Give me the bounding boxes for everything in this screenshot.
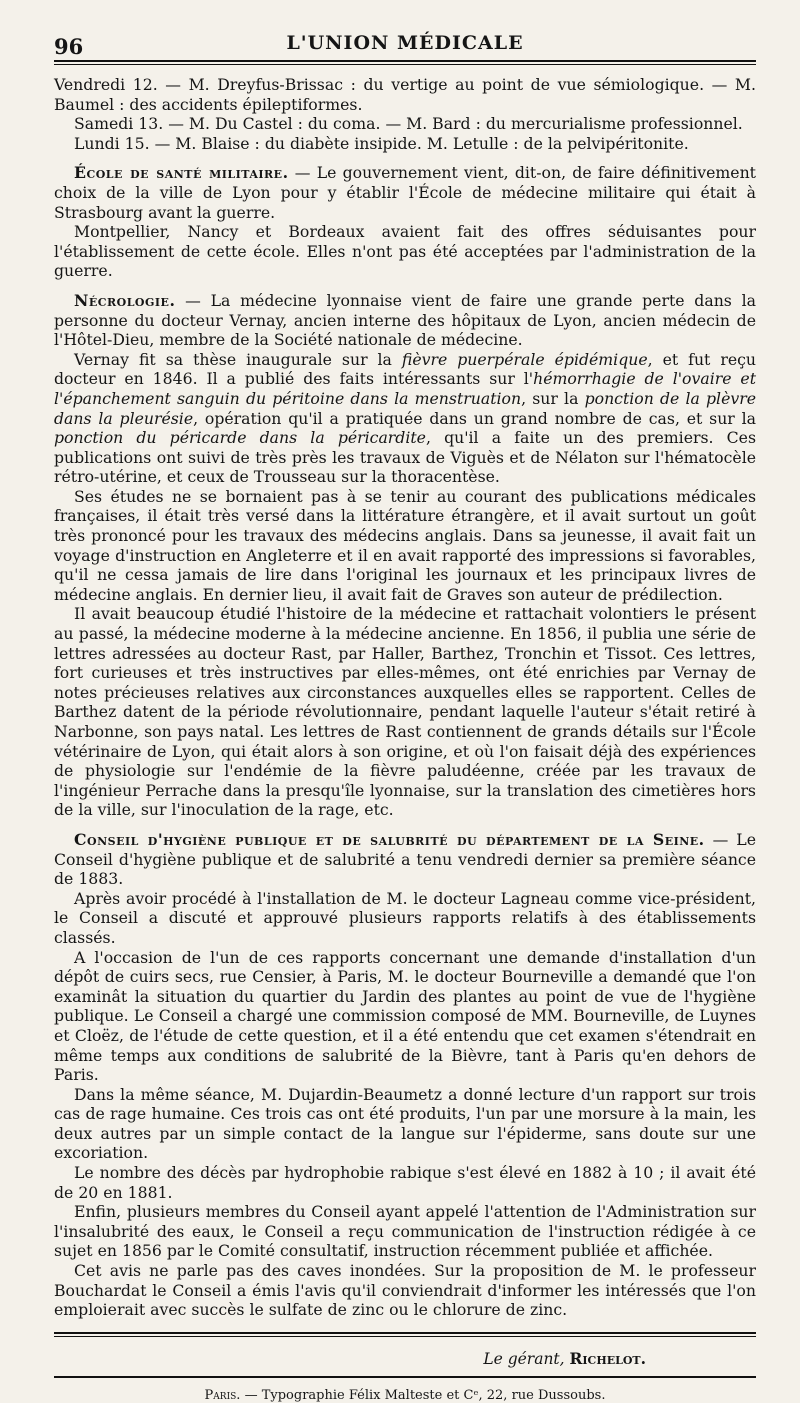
text-run: , opération qu'il a pratiquée dans un grand nombre de cas, et sur la (193, 408, 756, 428)
paragraph: A l'occasion de l'un de ces rapports concernant une demande d'installation d'un dépôt de cuirs secs, rue Censier, à Paris, M. le docteur Bourneville a demandé que l'on examinât la situation du quartier du Jardin des plantes au point de vue de l'hygiène publique. Le Conseil a chargé une commission composé de MM. Bourneville, de Luynes et Cloëz, de l'étude de cette question, et il a été entendu que cet examen s'étendrait en même temps aux conditions de salubrité de la Bièvre, tant à Paris qu'en dehors de Paris. (54, 947, 756, 1085)
section-heading: École de santé militaire. (74, 163, 289, 183)
signature-label: Le gérant, (483, 1349, 565, 1368)
paragraph: Montpellier, Nancy et Bordeaux avaient fait des offres séduisantes pour l'établissement de cette école. Elles n'ont pas été acceptées par l'administration de la guerre. (54, 222, 756, 281)
imprint-city: Paris. (204, 1387, 241, 1403)
text-run: Vernay fit sa thèse inaugurale sur la (74, 349, 402, 369)
section-ecole (54, 163, 756, 222)
signature (54, 1349, 756, 1368)
printer-imprint (54, 1388, 756, 1403)
section-heading: Nécrologie. (74, 290, 176, 310)
page-header (54, 20, 756, 58)
signature-name: Richelot. (569, 1348, 646, 1368)
paragraph: Il avait beaucoup étudié l'histoire de la médecine et rattachait volontiers le présent au passé, la médecine moderne à la médecine ancienne. En 1856, il publia une série de lettres adressées au docteur Rast, par Haller, Barthez, Tronchin et Tissot. Ces lettres, fort curieuses et très instructives par elles-mêmes, ont été enrichies par Vernay de notes précieuses relatives aux circonstances auxquelles elles se rapportent. Celles de Barthez datent de la période révolutionnaire, pendant laquelle l'auteur s'était retiré à Narbonne, son pays natal. Les lettres de Rast contiennent de grands détails sur l'École vétérinaire de Lyon, qui était alors à son origine, et où l'on faisait déjà des expériences de physiologie sur l'endémie de la fièvre paludéenne, créée par les travaux de l'ingénieur Perrache dans la presqu'île lyonnaise, sur la translation des cimetières hors de la ville, sur l'inoculation de la rage, etc. (54, 604, 756, 820)
paragraph: Après avoir procédé à l'installation de M. le docteur Lagneau comme vice-président, le Conseil a discuté et approuvé plusieurs rapports relatifs à des établissements classés. (54, 888, 756, 947)
italic-title: ponction de la plèvre dans la pleurésie (54, 388, 757, 428)
bottom-rule (54, 1376, 756, 1378)
italic-title: fièvre puerpérale épidémique (401, 349, 648, 369)
imprint-text: — Typographie Félix Malteste et Cᵉ, 22, rue Dussoubs. (240, 1387, 606, 1403)
paragraph: Ses études ne se bornaient pas à se tenir au courant des publications médicales françaises, il était très versé dans la littérature étrangère, et il avait surtout un goût très prononcé pour les travaux des médecins anglais. Dans sa jeunesse, il avait fait un voyage d'instruction en Angleterre et il en avait rapporté des impressions si favorables, qu'il ne cessa jamais de lire dans l'original les journaux et les principaux livres de médecine anglais. En dernier lieu, il avait fait de Graves son auteur de prédilection. (54, 486, 756, 604)
schedule-item: Samedi 13. — M. Du Castel : du coma. — M. Bard : du mercurialisme professionnel. (74, 114, 743, 134)
paragraph: Le nombre des décès par hydrophobie rabique s'est élevé en 1882 à 10 ; il avait été de 20 en 1881. (54, 1163, 756, 1202)
text-run: , sur la (521, 388, 585, 408)
section-conseil (54, 830, 756, 889)
paragraph-vernay-thesis (54, 350, 756, 487)
end-rule (54, 1332, 756, 1337)
section-necrologie (54, 291, 756, 350)
paragraph: Enfin, plusieurs membres du Conseil ayant appelé l'attention de l'Administration sur l'insalubrité des eaux, le Conseil a reçu communication de l'instruction rédigée à ce sujet en 1856 par le Comité consultatif, instruction récemment publiée et affichée. (54, 1202, 756, 1261)
text-run: , et fut reçu docteur en 1846. Il a publié des faits intéressants sur l' (54, 349, 756, 389)
article-body (54, 75, 756, 1320)
italic-title: hémorrhagie de l'ovaire et l'épanchement sanguin du péritoine dans la menstruation (54, 369, 756, 408)
paragraph-text: — Le Conseil d'hygiène publique et de salubrité a tenu vendredi dernier sa première séance de 1883. (54, 829, 756, 889)
page-number: 96 (54, 34, 84, 59)
paragraph: Cet avis ne parle pas des caves inondées. Sur la proposition de M. le professeur Bouchardat le Conseil a émis l'avis qu'il conviendrait d'informer les intéressés que l'on emploierait avec succès le sulfate de zinc ou le chlorure de zinc. (54, 1261, 756, 1320)
running-title: L'UNION MÉDICALE (286, 32, 524, 54)
schedule-item: Lundi 15. — M. Blaise : du diabète insipide. M. Letulle : de la pelvipéritonite. (74, 133, 689, 153)
text-run: , qu'il a faite un des premiers. Ces publications ont suivi de très près les travaux de Viguès et de Nélaton sur l'hématocèle rétro-utérine, et ceux de Trousseau sur la thoracentèse. (54, 428, 756, 487)
paragraph-text: — Le gouvernement vient, dit-on, de faire définitivement choix de la ville de Lyon pour y établir l'École de médecine militaire qui était à Strasbourg avant la guerre. (54, 163, 756, 222)
paragraph: Dans la même séance, M. Dujardin-Beaumetz a donné lecture d'un rapport sur trois cas de rage humaine. Ces trois cas ont été produits, l'un par une morsure à la main, les deux autres par un simple contact de la langue sur l'épiderme, sans doute sur une excoriation. (54, 1084, 756, 1163)
header-rule (54, 60, 756, 65)
schedule-item: Vendredi 12. — M. Dreyfus-Brissac : du vertige au point de vue sémiologique. — M. Baumel : des accidents épileptiformes. (54, 75, 756, 114)
italic-title: ponction du péricarde dans la péricardite (54, 428, 426, 448)
paragraph-text: — La médecine lyonnaise vient de faire une grande perte dans la personne du docteur Vernay, ancien interne des hôpitaux de Lyon, ancien médecin de l'Hôtel-Dieu, membre de la Société nationale de médecine. (54, 290, 756, 350)
section-heading: Conseil d'hygiène publique et de salubrité du département de la Seine. (74, 829, 705, 849)
